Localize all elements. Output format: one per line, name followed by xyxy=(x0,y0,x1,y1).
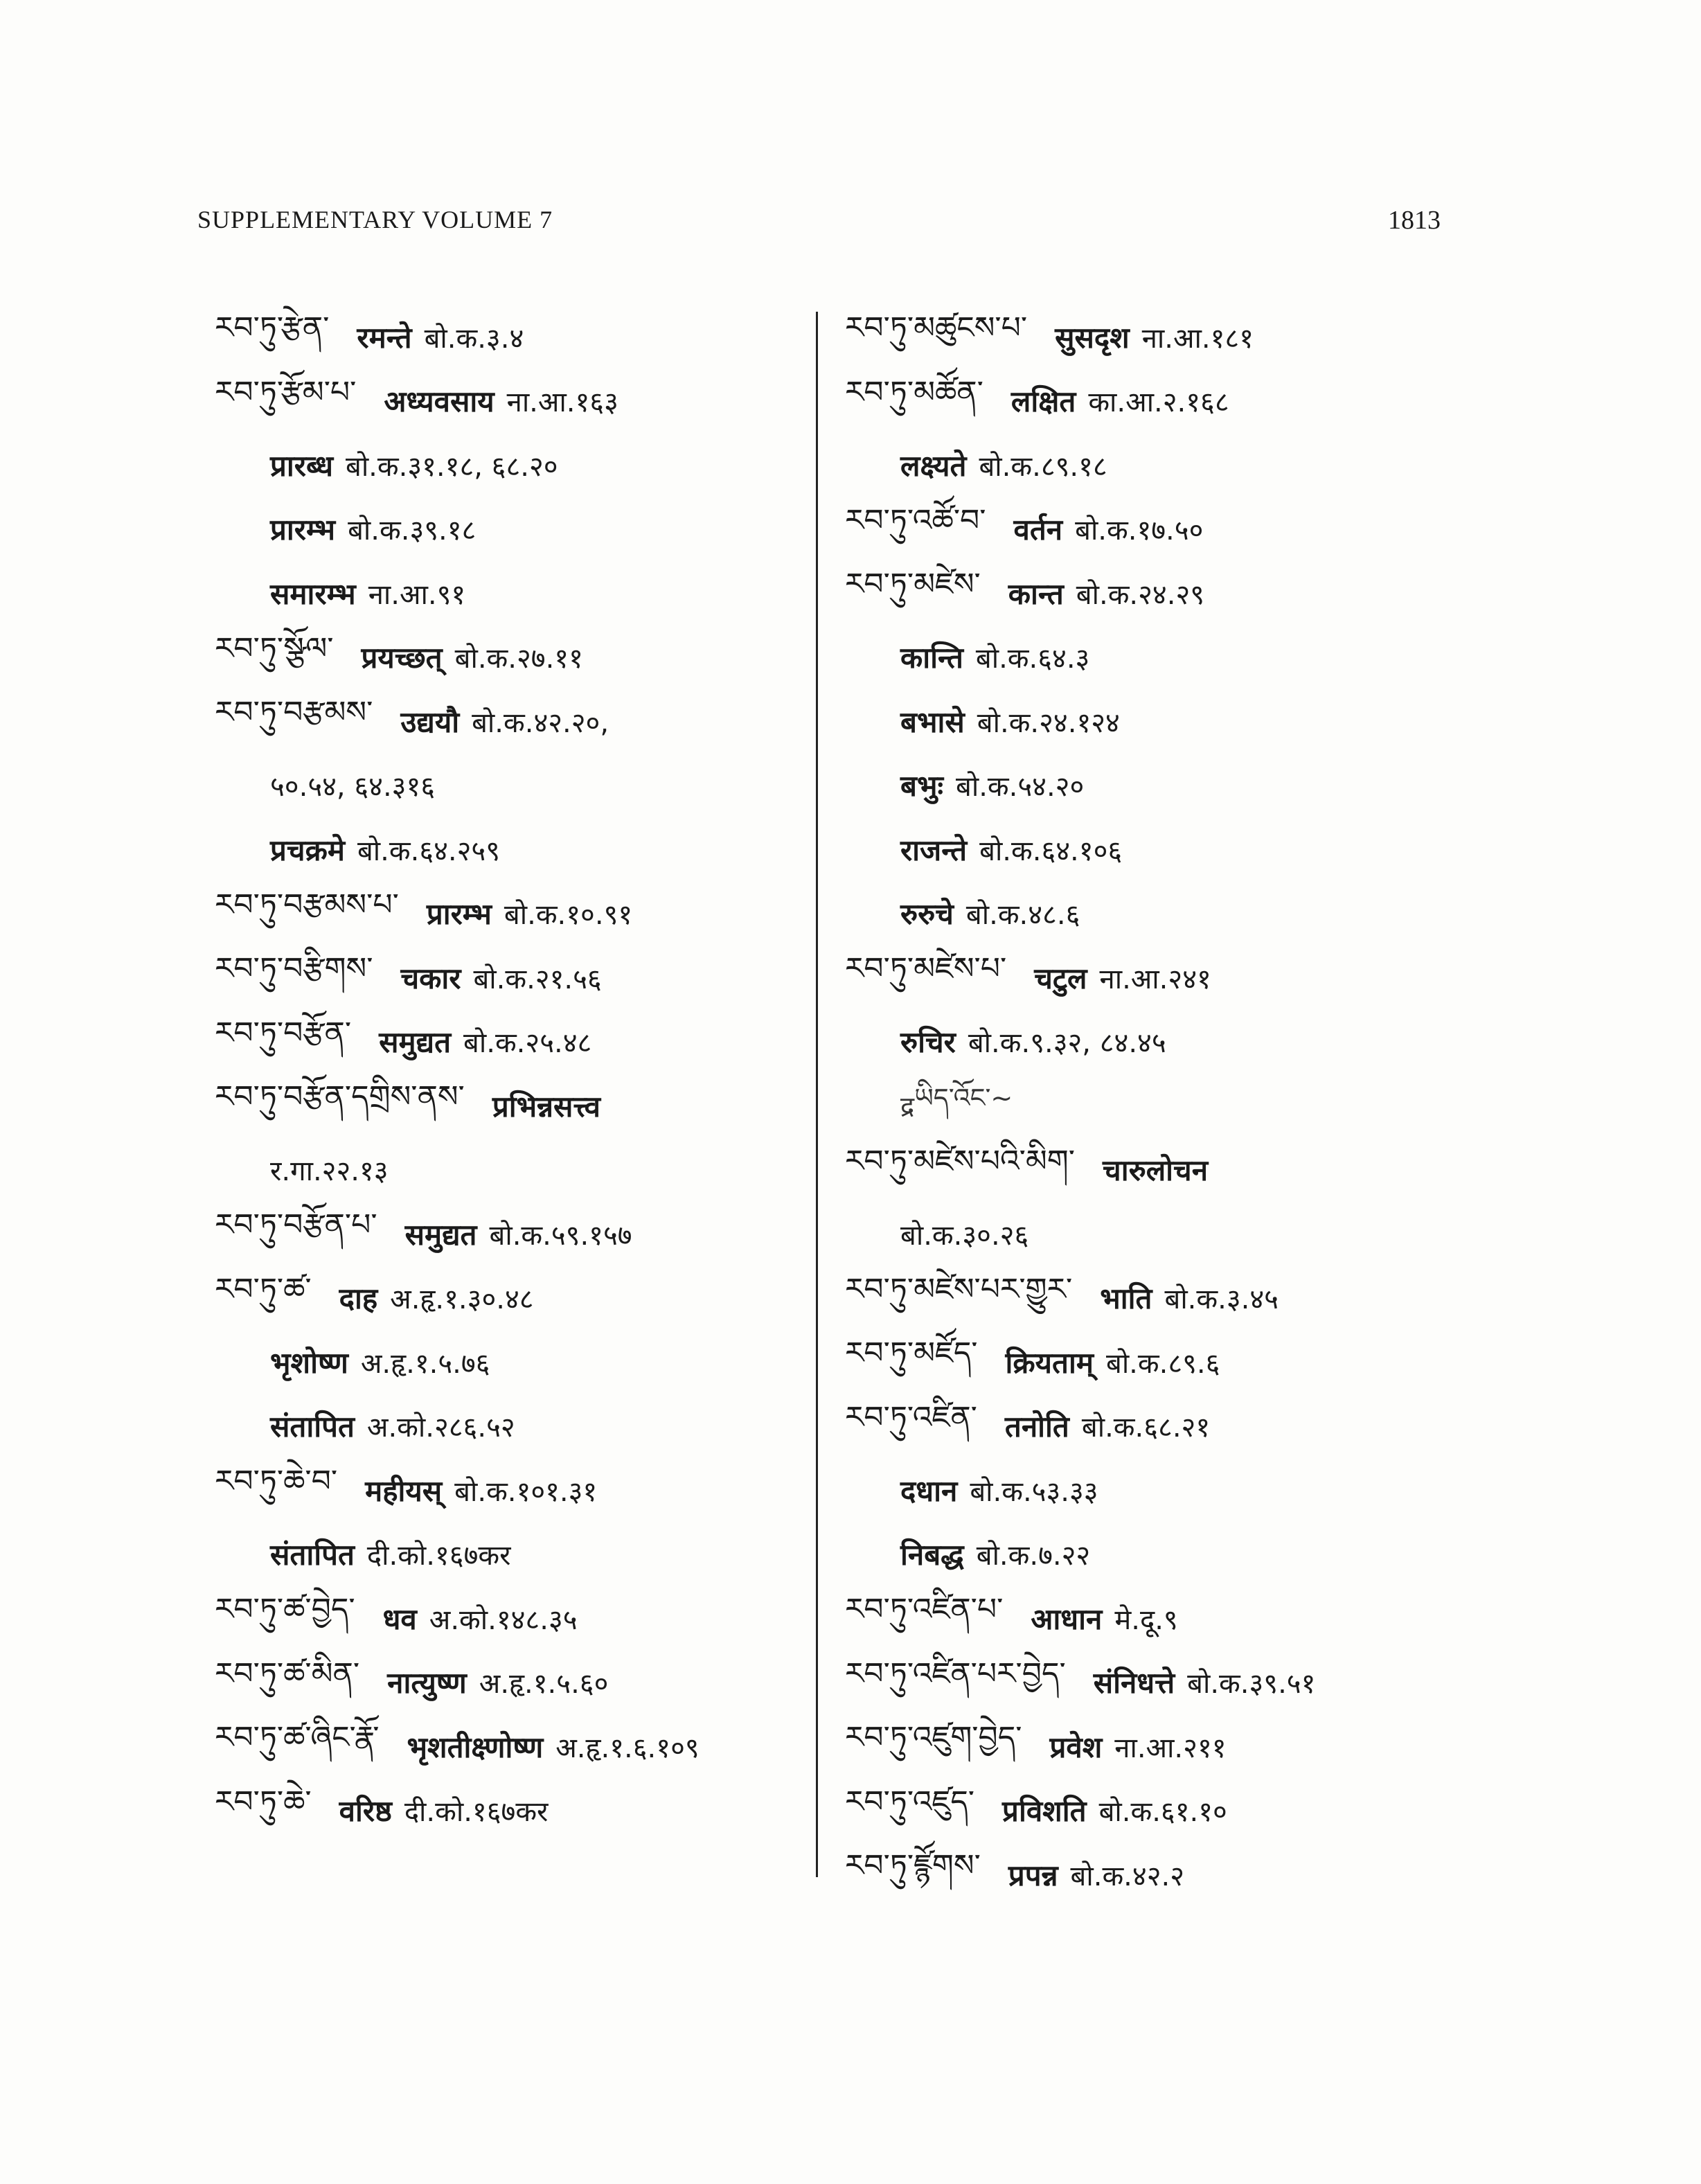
sanskrit-equivalent: चारुलोचन xyxy=(1103,1153,1209,1188)
sanskrit-equivalent: प्रारम्भ xyxy=(426,897,492,932)
tibetan-headword: རབ་ཏུ་འཛུག་བྱེད་ xyxy=(845,1720,1022,1756)
source-reference: बो.क.८९.६ xyxy=(1105,1347,1220,1380)
source-reference: बो.क.५४.२० xyxy=(956,771,1085,804)
sanskrit-equivalent: प्रारम्भ xyxy=(270,513,336,547)
sanskrit-equivalent: संतापित xyxy=(270,1410,355,1444)
source-reference: ना.आ.१८१ xyxy=(1141,322,1254,355)
dictionary-entry xyxy=(215,1458,810,1522)
source-reference: अ.हृ.१.५.७६ xyxy=(360,1347,490,1380)
sanskrit-equivalent: प्रारब्ध xyxy=(270,448,333,483)
tibetan-headword: རབ་ཏུ་ཚ་བྱེད་ xyxy=(215,1592,355,1628)
source-reference: बो.क.२४.२९ xyxy=(1076,578,1205,611)
source-reference: अ.को.१४८.३५ xyxy=(429,1604,578,1636)
running-head: SUPPLEMENTARY VOLUME 7 xyxy=(197,206,553,233)
tibetan-headword: རབ་ཏུ་མཛེས་པ་ xyxy=(845,951,1007,987)
sanskrit-equivalent: प्रयच्छत् xyxy=(361,641,443,675)
tibetan-headword: རབ་ཏུ་འཛུད་ xyxy=(845,1784,975,1820)
sanskrit-equivalent: लक्ष्यते xyxy=(900,448,967,483)
source-reference: अ.को.२८६.५२ xyxy=(366,1412,515,1444)
sanskrit-equivalent: वरिष्ठ xyxy=(339,1794,392,1829)
cross-reference-marker: द्र xyxy=(900,1091,915,1122)
dictionary-entry xyxy=(845,1394,1468,1459)
tibetan-headword: རབ་ཏུ་མཚོན་ xyxy=(845,374,983,410)
source-reference: ना.आ.१६३ xyxy=(506,387,618,419)
tibetan-headword: རབ་ཏུ་བརྩོན་པ་ xyxy=(215,1207,377,1243)
sanskrit-equivalent: दाह xyxy=(339,1281,378,1316)
source-reference: बो.क.६८.२१ xyxy=(1081,1412,1211,1444)
tibetan-headword: རབ་ཏུ་འཛིན་པར་བྱེད་ xyxy=(845,1655,1066,1692)
dictionary-subentry xyxy=(845,689,1468,754)
tibetan-headword: རབ་ཏུ་བརྩོན་དགྲིས་ནས་ xyxy=(215,1079,465,1115)
source-reference: बो.क.४२.२०, xyxy=(472,707,609,739)
tibetan-headword: རབ་ཏུ་བརྩམས་ xyxy=(215,695,373,731)
sanskrit-equivalent: बभासे xyxy=(900,704,965,739)
dictionary-subentry xyxy=(845,754,1468,818)
source-reference: अ.हृ.१.३०.४८ xyxy=(390,1284,534,1316)
dictionary-entry xyxy=(845,561,1468,625)
source-reference: बो.क.४२.२ xyxy=(1070,1860,1185,1892)
source-reference: ५०.५४, ६४.३१६ xyxy=(270,771,436,804)
source-reference: बो.क.३१.१८, ६८.२० xyxy=(345,450,558,483)
source-reference: र.गा.२२.१३ xyxy=(270,1155,389,1188)
dictionary-entry xyxy=(215,369,810,434)
tibetan-headword: རབ་ཏུ་མཛེས་པའི་མིག་ xyxy=(845,1143,1076,1179)
sanskrit-equivalent: भाति xyxy=(1100,1281,1152,1316)
sanskrit-equivalent: चटुल xyxy=(1034,961,1087,995)
tibetan-headword: རབ་ཏུ་མཛེས་པར་གྱུར་ xyxy=(845,1271,1073,1307)
sanskrit-equivalent: नात्युष्ण xyxy=(387,1666,467,1701)
sanskrit-equivalent: समुद्यत xyxy=(379,1025,452,1060)
source-reference: बो.क.९.३२, ८४.४५ xyxy=(968,1027,1166,1060)
tibetan-headword: རབ་ཏུ་ཆེ་བ་ xyxy=(215,1464,338,1500)
sanskrit-equivalent: तनोति xyxy=(1004,1410,1069,1444)
dictionary-entry xyxy=(215,1074,810,1138)
source-reference: बो.क.१०१.३१ xyxy=(454,1475,598,1508)
source-reference: बो.क.७.२२ xyxy=(976,1540,1091,1572)
source-reference: बो.क.१०.९१ xyxy=(504,899,633,932)
tibetan-headword: རབ་ཏུ་རྩོམ་པ་ xyxy=(215,374,357,410)
sanskrit-equivalent: प्रचक्रमे xyxy=(270,833,345,867)
source-reference: बो.क.६४.२५९ xyxy=(357,835,501,867)
source-reference: ना.आ.२११ xyxy=(1114,1732,1227,1764)
source-reference: बो.क.२५.४८ xyxy=(463,1027,592,1060)
sanskrit-equivalent: समुद्यत xyxy=(404,1217,477,1252)
source-reference: का.आ.२.१६८ xyxy=(1088,387,1229,419)
source-reference: दी.को.१६७कर xyxy=(366,1540,511,1572)
tibetan-headword: རབ་ཏུ་མཛེས་ xyxy=(845,567,981,603)
sanskrit-equivalent: क्रियताम् xyxy=(1005,1345,1094,1380)
sanskrit-equivalent: आधान xyxy=(1031,1601,1103,1636)
right-column xyxy=(845,305,1468,1907)
sanskrit-equivalent: धव xyxy=(382,1601,417,1636)
sanskrit-equivalent: दधान xyxy=(900,1473,958,1508)
source-reference: ना.आ.२४१ xyxy=(1099,963,1211,995)
sanskrit-equivalent: प्रवेश xyxy=(1049,1730,1103,1764)
source-reference: बो.क.६४.१०६ xyxy=(979,835,1123,867)
source-reference: बो.क.३९.१८ xyxy=(348,515,477,547)
tibetan-headword: རབ་ཏུ་ཚ་ xyxy=(215,1271,312,1307)
source-reference: बो.क.३०.२६ xyxy=(900,1219,1029,1252)
sanskrit-equivalent: भृशोष्ण xyxy=(270,1345,348,1380)
sanskrit-equivalent: उद्ययौ xyxy=(400,704,460,739)
tibetan-headword: རབ་ཏུ་ཛྙོགས་ xyxy=(845,1848,981,1884)
source-reference: अ.हृ.१.५.६० xyxy=(479,1668,609,1701)
tibetan-headword: རབ་ཏུ་ཚ་མིན་ xyxy=(215,1655,360,1692)
source-reference: बो.क.२७.११ xyxy=(454,643,583,675)
source-reference: बो.क.३९.५१ xyxy=(1187,1668,1316,1701)
dictionary-entry xyxy=(215,1779,810,1843)
sanskrit-equivalent: सुसदृश xyxy=(1055,320,1130,355)
tibetan-headword: རབ་ཏུ་ཆེ་ xyxy=(215,1784,312,1820)
sanskrit-equivalent: प्रपन्न xyxy=(1008,1858,1058,1892)
source-reference: बो.क.६१.१० xyxy=(1098,1796,1227,1829)
tibetan-headword: རབ་ཏུ་བརྩམས་པ་ xyxy=(215,887,399,923)
sanskrit-equivalent: चकार xyxy=(400,961,461,995)
sanskrit-equivalent: निबद्ध xyxy=(900,1538,964,1572)
tibetan-headword: རབ་ཏུ་རྩེན་ xyxy=(215,310,330,346)
tibetan-headword: རབ་ཏུ་མཚུངས་པ་ xyxy=(845,310,1028,346)
sanskrit-equivalent: लक्षित xyxy=(1010,384,1076,419)
sanskrit-equivalent: वर्तन xyxy=(1013,513,1063,547)
dictionary-subentry xyxy=(215,497,810,562)
tibetan-headword: རབ་ཏུ་བརྩིགས་ xyxy=(215,951,373,987)
source-reference: बो.क.५३.३३ xyxy=(970,1475,1098,1508)
dictionary-entry xyxy=(215,1266,810,1331)
sanskrit-equivalent: रमन्ते xyxy=(357,320,412,355)
source-reference: बो.क.१७.५० xyxy=(1075,515,1204,547)
source-reference: बो.क.५९.१५७ xyxy=(489,1219,632,1252)
source-reference: बो.क.२१.५६ xyxy=(473,963,602,995)
tibetan-headword: རབ་ཏུ་འཚོ་བ་ xyxy=(845,502,986,538)
sanskrit-equivalent: रुचिर xyxy=(900,1025,956,1060)
sanskrit-equivalent: समारम्भ xyxy=(270,576,356,611)
source-reference: बो.क.२४.१२४ xyxy=(977,707,1120,739)
sanskrit-equivalent: संनिधत्ते xyxy=(1093,1666,1175,1701)
source-reference: बो.क.६४.३ xyxy=(975,643,1090,675)
tibetan-headword: རབ་ཏུ་འཛིན་ xyxy=(845,1399,977,1435)
sanskrit-equivalent: संतापित xyxy=(270,1538,355,1572)
tibetan-headword: རབ་ཏུ་བརྩོན་ xyxy=(215,1015,352,1051)
tibetan-cross-reference: ཡིད་འོང་~ xyxy=(914,1082,1013,1113)
source-reference: बो.क.३.४ xyxy=(424,322,524,355)
sanskrit-equivalent: राजन्ते xyxy=(900,833,968,867)
sanskrit-equivalent: अध्यवसाय xyxy=(384,384,495,419)
dictionary-entry xyxy=(845,369,1468,434)
sanskrit-equivalent: महीयस् xyxy=(365,1473,443,1508)
column-divider xyxy=(816,312,818,1877)
dictionary-entry xyxy=(845,1843,1468,1907)
source-reference: अ.हृ.१.६.१०९ xyxy=(555,1732,700,1764)
sanskrit-equivalent: बभुः xyxy=(900,769,943,804)
tibetan-headword: རབ་ཏུ་ཚ་ཞིང་རྣོ་ xyxy=(215,1720,380,1756)
dictionary-entry xyxy=(845,945,1468,1010)
source-reference: बो.क.८९.१८ xyxy=(979,450,1107,483)
sanskrit-equivalent: भृशतीक्ष्णोष्ण xyxy=(407,1730,544,1764)
source-reference: दी.को.१६७कर xyxy=(404,1796,549,1829)
dictionary-entry xyxy=(845,1138,1468,1202)
sanskrit-equivalent: प्रविशति xyxy=(1002,1794,1087,1829)
sanskrit-equivalent: रुरुचे xyxy=(900,897,954,932)
page-number: 1813 xyxy=(1388,206,1441,235)
left-column xyxy=(215,305,810,1843)
source-reference: बो.क.४८.६ xyxy=(965,899,1080,932)
sanskrit-equivalent: कान्त xyxy=(1008,576,1064,611)
tibetan-headword: རབ་ཏུ་སྩོལ་ xyxy=(215,630,334,666)
tibetan-headword: རབ་ཏུ་མཛོད་ xyxy=(845,1335,978,1371)
sanskrit-equivalent: प्रभिन्नसत्त्व xyxy=(492,1089,601,1124)
tibetan-headword: རབ་ཏུ་འཛིན་པ་ xyxy=(845,1592,1004,1628)
dictionary-entry xyxy=(215,689,810,754)
source-reference: मे.दू.९ xyxy=(1114,1604,1178,1636)
source-reference: ना.आ.९१ xyxy=(368,578,466,611)
source-reference: बो.क.३.४५ xyxy=(1164,1284,1279,1316)
sanskrit-equivalent: कान्ति xyxy=(900,641,963,675)
dictionary-subentry xyxy=(845,817,1468,882)
